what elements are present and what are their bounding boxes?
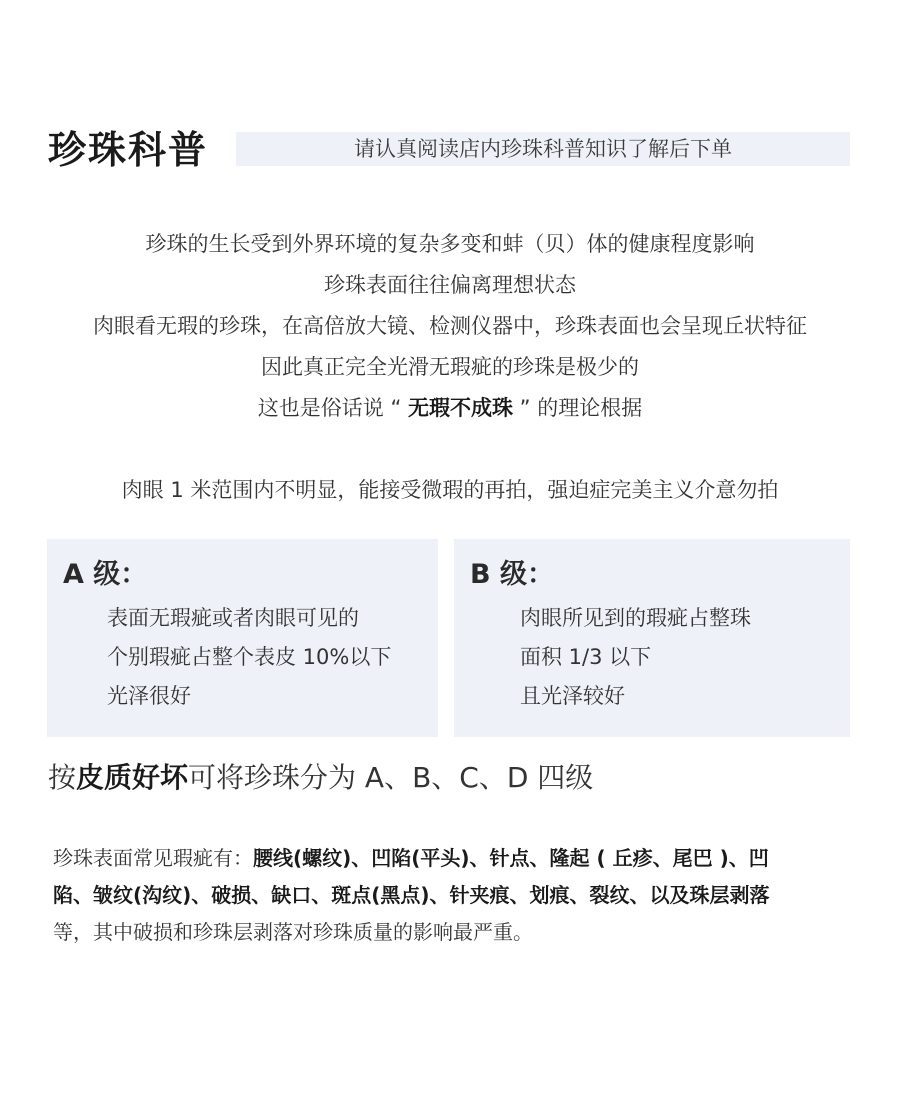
classify-prefix: 按 (48, 761, 77, 794)
intro-line-1: 珍珠的生长受到外界环境的复杂多变和蚌（贝）体的健康程度影响 (145, 232, 755, 256)
grade-b-title: B 级： (470, 559, 554, 590)
grade-b-lines (520, 599, 751, 716)
grade-a-title: A 级： (63, 559, 148, 590)
defects-line-1 (53, 840, 853, 877)
defects-list-1: 腰线(螺纹)、凹陷(平头)、针点、隆起 ( 丘疹、尾巴 )、凹 (253, 846, 769, 870)
defects-line-2 (53, 877, 853, 914)
defects-list-2: 陷、皱纹(沟纹)、破损、缺口、斑点(黑点)、针夹痕、划痕、裂纹、以及珠层剥落 (53, 883, 770, 907)
grade-b-line: 面积 1/3 以下 (520, 645, 652, 669)
grade-b-card (454, 539, 850, 737)
intro-line-5-bold: 无瑕不成珠 (408, 396, 513, 420)
defects-line-3: 等，其中破损和珍珠层剥落对珍珠质量的影响最严重。 (53, 920, 533, 944)
title-banner-text: 请认真阅读店内珍珠科普知识了解后下单 (354, 137, 732, 161)
intro-section (0, 224, 900, 429)
title-row (48, 126, 850, 174)
defects-paragraph (53, 840, 853, 951)
intro-line-2: 珍珠表面往往偏离理想状态 (324, 273, 576, 297)
page-title: 珍珠科普 (48, 128, 209, 172)
intro-line-4: 因此真正完全光滑无瑕疵的珍珠是极少的 (261, 355, 639, 379)
note-text: 肉眼 1 米范围内不明显，能接受微瑕的再拍，强迫症完美主义介意勿拍 (121, 478, 779, 502)
grade-a-lines (107, 599, 391, 716)
classify-heading (48, 758, 593, 798)
grade-a-line: 表面无瑕疵或者肉眼可见的 (107, 606, 359, 630)
grade-a-line: 光泽很好 (107, 684, 191, 708)
intro-line-5 (0, 388, 900, 429)
classify-suffix: 可将珍珠分为 A、B、C、D 四级 (188, 761, 594, 794)
intro-line-5-suffix: ” 的理论根据 (513, 396, 643, 420)
grade-a-card (47, 539, 438, 737)
title-banner (236, 132, 850, 166)
intro-line-3: 肉眼看无瑕的珍珠，在高倍放大镜、检测仪器中，珍珠表面也会呈现丘状特征 (93, 314, 807, 338)
grade-a-line: 个别瑕疵占整个表皮 10%以下 (107, 645, 392, 669)
grade-b-line: 且光泽较好 (520, 684, 625, 708)
defects-intro: 珍珠表面常见瑕疵有： (53, 846, 253, 870)
intro-line-5-prefix: 这也是俗话说 “ (257, 396, 408, 420)
grade-b-line: 肉眼所见到的瑕疵占整珠 (520, 606, 751, 630)
classify-bold: 皮质好坏 (76, 761, 189, 794)
